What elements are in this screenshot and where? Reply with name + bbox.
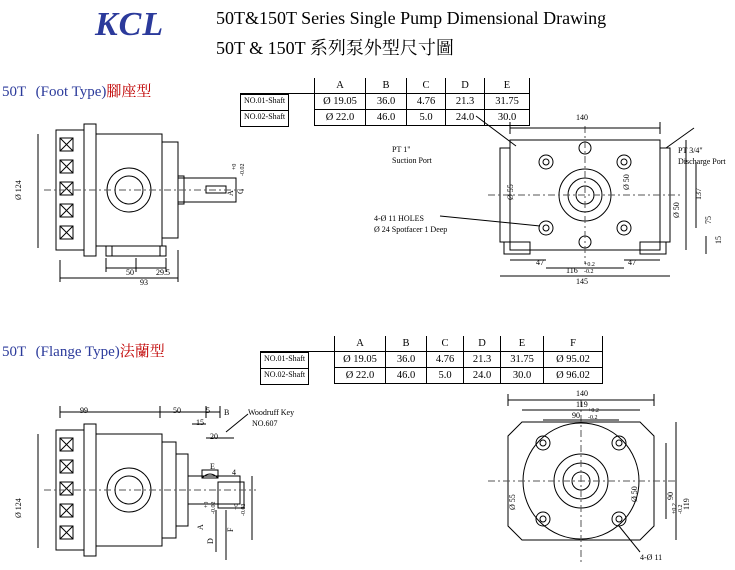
dim-fl-5: 5 bbox=[206, 406, 210, 415]
dim-fl-d: D bbox=[206, 538, 215, 544]
table-row bbox=[240, 94, 530, 110]
section-type-en-foot: (Foot Type) bbox=[35, 84, 107, 100]
dim-fl-front-90: 90 bbox=[572, 411, 580, 420]
cell: 30.0 bbox=[485, 110, 530, 126]
dim-fl-50: 50 bbox=[173, 406, 181, 415]
note-4-holes: 4-Ø 11 HOLES bbox=[374, 214, 424, 223]
cell: 31.75 bbox=[485, 94, 530, 110]
dim-fl-front-90v-tol-minus: -0.2 bbox=[678, 504, 684, 514]
dim-fl-front-90-tol-plus: +0.2 bbox=[588, 408, 599, 414]
bore-fl-50: Ø 50 bbox=[630, 486, 639, 502]
cell: 46.0 bbox=[366, 110, 407, 126]
cell: 5.0 bbox=[407, 110, 446, 126]
th-c: C bbox=[427, 336, 464, 352]
dim-fl-99: 99 bbox=[80, 406, 88, 415]
cell: Ø 19.05 bbox=[315, 94, 366, 110]
note-pt34: PT 3/4" bbox=[678, 146, 703, 155]
section-prefix-flange: 50T bbox=[2, 344, 26, 360]
dim-front-137: 137 bbox=[694, 188, 703, 200]
dim-fl-front-119: 119 bbox=[576, 400, 588, 409]
dim-fl-f: F bbox=[226, 527, 235, 532]
note-suction-port: Suction Port bbox=[392, 156, 432, 165]
section-heading-foot bbox=[2, 80, 151, 101]
dim-fl-front-90-tol-minus: -0.2 bbox=[588, 415, 598, 421]
dim-fl-f-tol-minus: -0.03 bbox=[241, 503, 247, 516]
title-line-2: 50T & 150T 系列泵外型尺寸圖 bbox=[216, 38, 454, 58]
bore-50-a: Ø 50 bbox=[622, 174, 631, 190]
cell: Ø 22.0 bbox=[315, 110, 366, 126]
dim-foot-tol-minus: -0.02 bbox=[240, 163, 246, 176]
title-line-1: 50T&150T Series Single Pump Dimensional Drawing bbox=[216, 8, 607, 28]
note-4-dia11: 4-Ø 11 bbox=[640, 553, 663, 562]
th-d: D bbox=[464, 336, 501, 352]
cell: 5.0 bbox=[427, 368, 464, 384]
cell: 24.0 bbox=[464, 368, 501, 384]
dim-fl-front-90v-tol-plus: +0.2 bbox=[672, 503, 678, 514]
section-type-cn-foot: 腳座型 bbox=[106, 84, 152, 100]
cell: NO.02-Shaft bbox=[260, 368, 309, 385]
th-e: E bbox=[501, 336, 544, 352]
th-a: A bbox=[335, 336, 386, 352]
dim-foot-tol-plus: +0 bbox=[232, 163, 238, 170]
cell: 30.0 bbox=[501, 368, 544, 384]
dim-foot-dia124: Ø 124 bbox=[14, 180, 23, 200]
dimension-table-flange bbox=[260, 336, 603, 384]
cell: NO.01-Shaft bbox=[240, 94, 289, 111]
cell: 21.3 bbox=[446, 94, 485, 110]
th-blank bbox=[240, 78, 315, 94]
cell: 46.0 bbox=[386, 368, 427, 384]
section-type-en-flange: (Flange Type) bbox=[35, 344, 120, 360]
dim-fl-20: 20 bbox=[210, 432, 218, 441]
dim-front-75: 75 bbox=[704, 216, 713, 224]
dim-fl-b: B bbox=[224, 408, 230, 417]
table-row bbox=[260, 352, 603, 368]
th-f: F bbox=[544, 336, 603, 352]
dim-fl-4: 4 bbox=[232, 468, 236, 477]
dim-front-15: 15 bbox=[714, 236, 723, 244]
dim-fl-front-119-v: 119 bbox=[682, 498, 691, 510]
dim-fl-a: A bbox=[196, 524, 205, 530]
section-heading-flange bbox=[2, 340, 165, 361]
dim-foot-93: 93 bbox=[140, 278, 148, 287]
dim-fl-15: 15 bbox=[196, 418, 204, 427]
th-b: B bbox=[386, 336, 427, 352]
th-c: C bbox=[407, 78, 446, 94]
dim-fl-front-140: 140 bbox=[576, 389, 588, 398]
dim-front-145: 145 bbox=[576, 277, 588, 286]
note-discharge-port: Discharge Port bbox=[678, 157, 726, 166]
dim-fl-front-90-v: 90 bbox=[666, 492, 675, 500]
cell: Ø 96.02 bbox=[544, 368, 603, 384]
note-woodruff-no: NO.607 bbox=[252, 419, 278, 428]
dim-fl-a-tol-minus: -0.02 bbox=[211, 501, 217, 514]
cell: 4.76 bbox=[407, 94, 446, 110]
cell: 36.0 bbox=[366, 94, 407, 110]
dim-front-140: 140 bbox=[576, 113, 588, 122]
note-pt1: PT 1" bbox=[392, 145, 411, 154]
bore-55: Ø 55 bbox=[506, 184, 515, 200]
dim-front-116: 116 bbox=[566, 266, 578, 275]
dim-front-47a: 47 bbox=[536, 258, 544, 267]
note-spotfacer: Ø 24 Spotfacer 1 Deep bbox=[374, 225, 448, 234]
note-woodruff-key: Woodruff Key bbox=[248, 408, 295, 417]
th-d: D bbox=[446, 78, 485, 94]
bore-50-b: Ø 50 bbox=[672, 202, 681, 218]
section-prefix-foot: 50T bbox=[2, 84, 26, 100]
table-row bbox=[260, 368, 603, 384]
bore-fl-55: Ø 55 bbox=[508, 494, 517, 510]
dim-foot-shaft-a: A bbox=[226, 190, 235, 196]
cell: 21.3 bbox=[464, 352, 501, 368]
th-e: E bbox=[485, 78, 530, 94]
cell: 4.76 bbox=[427, 352, 464, 368]
th-a: A bbox=[315, 78, 366, 94]
dim-front-tol-minus: -0.2 bbox=[584, 269, 594, 275]
dim-fl-a-tol-plus: +0 bbox=[204, 501, 210, 508]
cell: 31.75 bbox=[501, 352, 544, 368]
dim-front-47b: 47 bbox=[628, 258, 636, 267]
cell: NO.02-Shaft bbox=[240, 110, 289, 127]
dim-fl-e: E bbox=[210, 462, 215, 471]
th-blank bbox=[260, 336, 335, 352]
kcl-logo: KCL bbox=[95, 6, 165, 43]
section-type-cn-flange: 法蘭型 bbox=[119, 344, 165, 360]
dim-foot-29-5: 29.5 bbox=[156, 268, 170, 277]
dim-fl-f-tol-plus: +0 bbox=[234, 503, 240, 510]
cell: NO.01-Shaft bbox=[260, 352, 309, 369]
cell: Ø 95.02 bbox=[544, 352, 603, 368]
dim-foot-shaft-c: C bbox=[236, 188, 245, 194]
cell: Ø 22.0 bbox=[335, 368, 386, 384]
dim-foot-50: 50 bbox=[126, 268, 134, 277]
cell: 24.0 bbox=[446, 110, 485, 126]
cell: 36.0 bbox=[386, 352, 427, 368]
dim-fl-dia124: Ø 124 bbox=[14, 498, 23, 518]
dim-front-tol-plus: +0.2 bbox=[584, 262, 595, 268]
cell: Ø 19.05 bbox=[335, 352, 386, 368]
th-b: B bbox=[366, 78, 407, 94]
